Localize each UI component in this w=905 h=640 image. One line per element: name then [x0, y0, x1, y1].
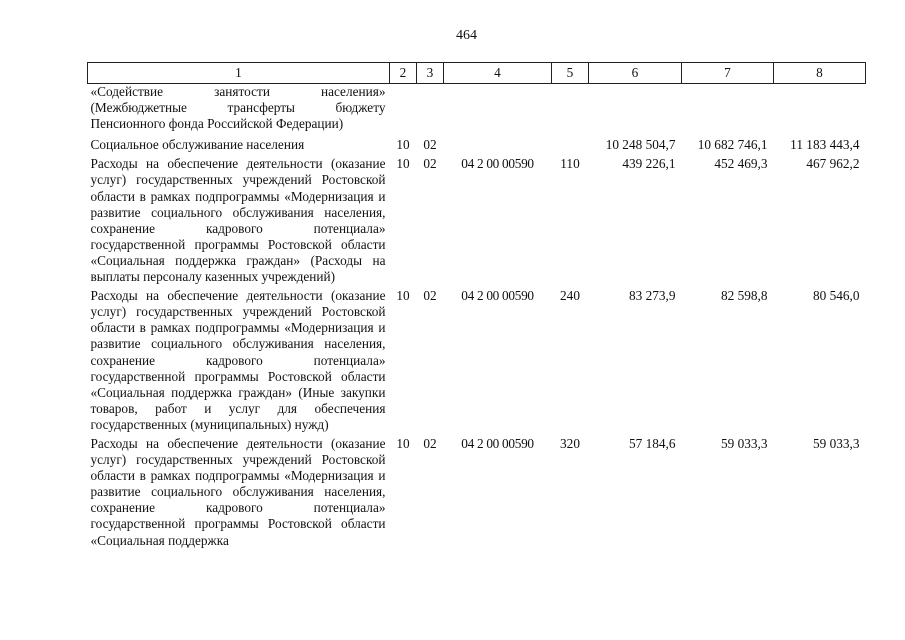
row-value-col7: 10 682 746,1 — [697, 137, 768, 153]
row-value-col8 — [774, 84, 866, 136]
row-target-code — [444, 84, 552, 136]
row-value-col6: 83 273,9 — [628, 288, 676, 304]
row-value-col8: 59 033,3 — [812, 435, 860, 451]
table-row — [88, 156, 866, 288]
row-value-col6: 57 184,6 — [628, 435, 676, 451]
row-section: 10 — [396, 435, 410, 451]
row-description: Расходы на обеспечение деятельности (оказание услуг) государственных учреждений Ростовской области в рамках подпрограммы «Модернизация и развитие социального обслуживания населения, сохранение кадрового потенциала» государственной программы Ростовской области «Социальная поддержка граждан» (Иные закупки товаров, работ и услуг для обеспечения государственных (муниципальных) нужд) — [90, 288, 386, 432]
header-col-5: 5 — [552, 63, 589, 84]
row-target-code: 04 2 00 00590 — [461, 156, 534, 172]
row-value-col8: 80 546,0 — [812, 288, 860, 304]
row-description: «Содействие занятости населения» (Межбюджетные трансферты бюджету Пенсионного фонда Российской Федерации) — [90, 84, 386, 132]
row-value-col7: 82 598,8 — [720, 288, 768, 304]
row-expense-type: 110 — [560, 156, 580, 172]
row-expense-type: 320 — [560, 435, 580, 451]
row-value-col8: 467 962,2 — [806, 156, 860, 172]
row-expense-type — [552, 84, 589, 136]
table-row — [88, 84, 866, 136]
row-subsection: 02 — [423, 288, 437, 304]
header-col-7: 7 — [682, 63, 774, 84]
table-row — [88, 436, 866, 552]
row-section: 10 — [396, 137, 410, 153]
row-subsection: 02 — [423, 137, 437, 153]
row-description: Социальное обслуживание населения — [90, 137, 305, 153]
header-col-8: 8 — [774, 63, 866, 84]
table-row — [88, 288, 866, 436]
row-expense-type: 240 — [560, 288, 580, 304]
header-col-4: 4 — [444, 63, 552, 84]
row-value-col8: 11 183 443,4 — [790, 137, 860, 153]
header-col-2: 2 — [390, 63, 417, 84]
table-row — [88, 135, 866, 156]
header-col-6: 6 — [589, 63, 682, 84]
table-header — [88, 63, 866, 84]
row-target-code — [444, 135, 552, 156]
row-value-col7: 59 033,3 — [720, 435, 768, 451]
row-subsection — [417, 84, 444, 136]
row-target-code: 04 2 00 00590 — [461, 435, 534, 451]
row-value-col6: 439 226,1 — [622, 156, 676, 172]
row-section: 10 — [396, 156, 410, 172]
row-description: Расходы на обеспечение деятельности (оказание услуг) государственных учреждений Ростовской области в рамках подпрограммы «Модернизация и развитие социального обслуживания населения, сохранение кадрового потенциала» государственной программы Ростовской области «Социальная поддержка — [90, 435, 386, 548]
header-col-1: 1 — [88, 63, 390, 84]
budget-table — [87, 62, 866, 552]
row-value-col6: 10 248 504,7 — [605, 137, 676, 153]
header-col-3: 3 — [417, 63, 444, 84]
row-value-col7 — [682, 84, 774, 136]
table-body — [88, 84, 866, 552]
header-row — [88, 63, 866, 84]
row-section — [390, 84, 417, 136]
row-description: Расходы на обеспечение деятельности (оказание услуг) государственных учреждений Ростовской области в рамках подпрограммы «Модернизация и развитие социального обслуживания населения, сохранение кадрового потенциала» государственной программы Ростовской области «Социальная поддержка граждан» (Расходы на выплаты персоналу казенных учреждений) — [90, 156, 386, 285]
row-expense-type — [552, 135, 589, 156]
row-value-col7: 452 469,3 — [714, 156, 768, 172]
page-number: 464 — [456, 28, 477, 43]
row-value-col6 — [589, 84, 682, 136]
row-target-code: 04 2 00 00590 — [461, 288, 534, 304]
row-subsection: 02 — [423, 156, 437, 172]
row-subsection: 02 — [423, 435, 437, 451]
row-section: 10 — [396, 288, 410, 304]
